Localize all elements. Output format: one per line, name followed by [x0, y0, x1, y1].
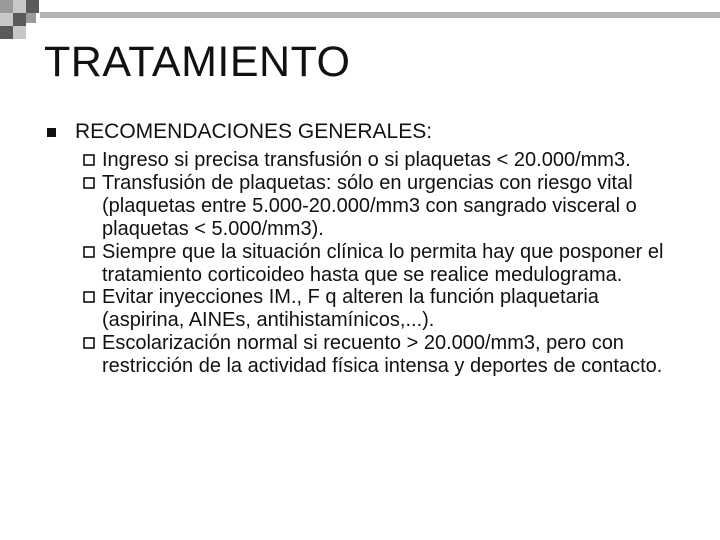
main-bullet-text: RECOMENDACIONES GENERALES: — [75, 120, 433, 143]
decoration-square — [26, 0, 39, 13]
filled-square-bullet-icon — [47, 128, 56, 137]
list-item-text: Ingreso si precisa transfusión o si plaquetas < 20.000/mm3. — [102, 149, 631, 171]
list-item — [83, 241, 673, 287]
list-item-text: Siempre que la situación clínica lo permita hay que posponer el tratamiento corticoideo hasta que se realice medulograma. — [102, 240, 664, 286]
slide-title: TRATAMIENTO — [44, 38, 351, 86]
decoration-square — [0, 26, 13, 39]
list-item — [83, 149, 673, 172]
list-item — [83, 286, 673, 332]
decoration-square — [13, 13, 26, 26]
main-bullet — [47, 120, 707, 144]
sub-bullet-list — [83, 149, 673, 378]
checkbox-bullet-icon — [83, 177, 95, 189]
decoration-square — [0, 0, 13, 13]
decoration-square — [26, 13, 36, 23]
checkbox-bullet-icon — [83, 246, 95, 258]
checkbox-bullet-icon — [83, 154, 95, 166]
decoration-square — [13, 26, 26, 39]
decoration-square — [13, 0, 26, 13]
decoration-square — [0, 13, 13, 26]
decoration-line — [40, 12, 720, 18]
checkbox-bullet-icon — [83, 291, 95, 303]
list-item — [83, 332, 673, 378]
list-item-text: Evitar inyecciones IM., F q alteren la función plaquetaria (aspirina, AINEs, antihistamínicos,...). — [102, 286, 599, 332]
list-item — [83, 172, 673, 241]
list-item-text: Transfusión de plaquetas: sólo en urgencias con riesgo vital (plaquetas entre 5.000-20.000/mm3 con sangrado visceral o plaquetas < 5.000/mm3). — [102, 171, 637, 240]
list-item-text: Escolarización normal si recuento > 20.000/mm3, pero con restricción de la actividad física intensa y deportes de contacto. — [102, 332, 663, 378]
checkbox-bullet-icon — [83, 337, 95, 349]
